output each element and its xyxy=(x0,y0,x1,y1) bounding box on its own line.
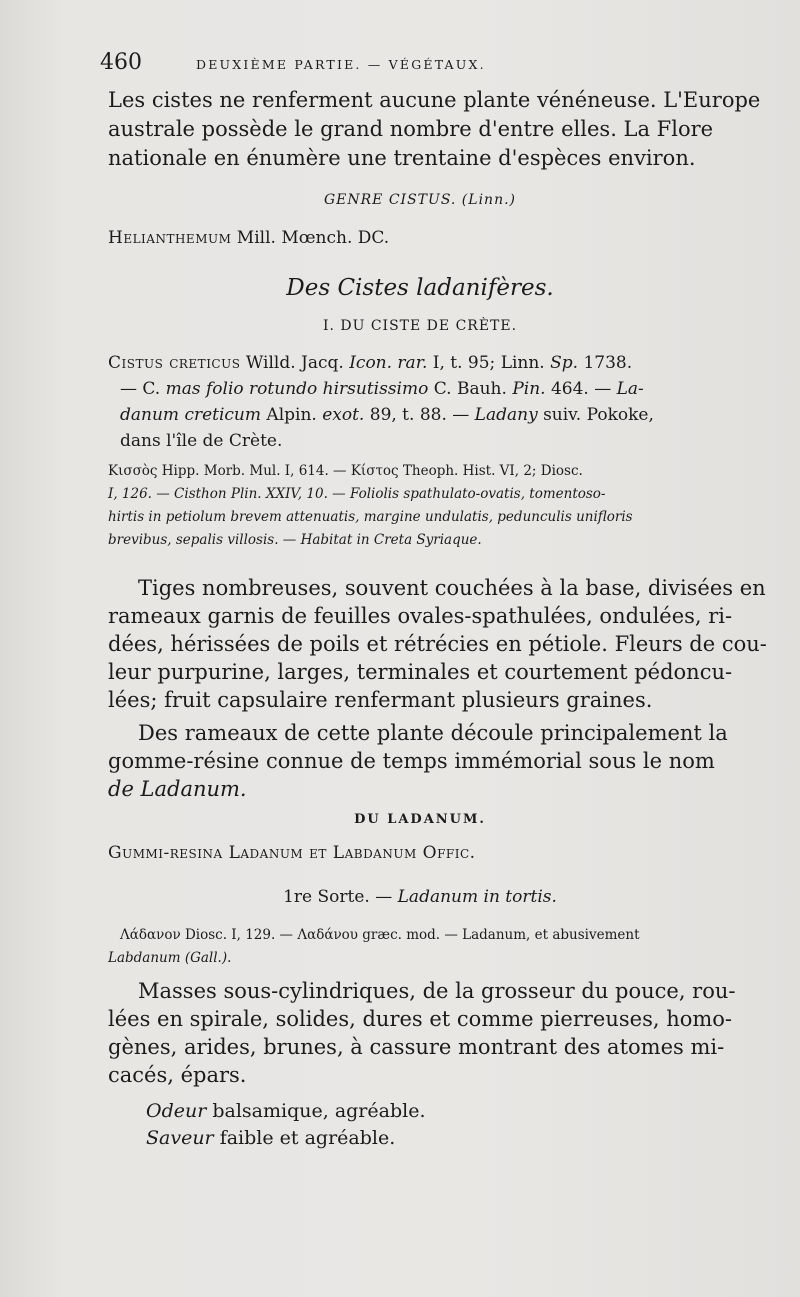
genus-name: Helianthemum xyxy=(108,228,232,248)
synonymy-line: — C. mas folio rotundo hirsutissimo C. Bauh. Pin. 464. — La- xyxy=(120,379,644,399)
synonymy-line: dans l'île de Crète. xyxy=(120,431,283,451)
helianthemum-line xyxy=(108,228,740,248)
resin-paragraph xyxy=(108,719,740,803)
description-paragraph xyxy=(108,574,767,714)
synonymy-block xyxy=(108,350,740,454)
text-line: dées, hérissées de poils et rétrécies en pétiole. Fleurs de cou- xyxy=(108,632,767,656)
text-line: rameaux garnis de feuilles ovales-spathulées, ondulées, ri- xyxy=(108,604,733,628)
text-line: nationale en énumère une trentaine d'espèces environ. xyxy=(108,146,696,170)
text-line: Masses sous-cylindriques, de la grosseur du pouce, rou- xyxy=(138,979,736,1003)
text-line: Λάδανον Diosc. I, 129. — Λαδάνου græc. mod. — Ladanum, et abusivement xyxy=(120,927,640,943)
text-line: Labdanum (Gall.). xyxy=(108,950,232,966)
text-line: lées; fruit capsulaire renfermant plusieurs graines. xyxy=(108,688,653,712)
text-line: australe possède le grand nombre d'entre elles. La Flore xyxy=(108,117,714,141)
text-line: hirtis in petiolum brevem attenuatis, margine undulatis, pedunculis unifloris xyxy=(108,509,633,525)
synonymy-line: Cistus creticus Willd. Jacq. Icon. rar. I, t. 95; Linn. Sp. 1738. xyxy=(108,353,633,373)
text-line: gènes, arides, brunes, à cassure montrant des atomes mi- xyxy=(108,1035,725,1059)
section-heading: I. DU CISTE DE CRÈTE. xyxy=(322,318,518,334)
page-number: 460 xyxy=(100,50,142,75)
text-line: I, 126. — Cisthon Plin. XXIV, 10. — Foliolis spathulato-ovatis, tomentoso- xyxy=(108,486,606,502)
genus-authors: Mill. Mœnch. DC. xyxy=(236,228,390,248)
text-line: Κισσὸς Hipp. Morb. Mul. I, 614. — Κίστος Theoph. Hist. VI, 2; Diosc. xyxy=(108,463,583,479)
sort-heading: 1re Sorte. — Ladanum in tortis. xyxy=(283,887,557,907)
properties xyxy=(108,1098,740,1152)
text-line: cacés, épars. xyxy=(108,1063,247,1087)
text-line: gomme-résine connue de temps immémorial sous le nom xyxy=(108,749,715,773)
text-line: leur purpurine, larges, terminales et courtement pédoncu- xyxy=(108,660,733,684)
latin-description xyxy=(108,460,740,552)
saveur-line: Saveur faible et agréable. xyxy=(146,1127,396,1149)
subsection-title: Des Cistes ladanifères. xyxy=(286,275,554,301)
running-title: DEUXIÈME PARTIE. — VÉGÉTAUX. xyxy=(196,57,486,72)
text-line: Des rameaux de cette plante découle principalement la xyxy=(138,721,728,745)
text-line: de Ladanum. xyxy=(108,777,247,801)
text-line: Les cistes ne renferment aucune plante vénéneuse. L'Europe xyxy=(108,88,761,112)
running-head xyxy=(100,50,740,75)
genre-heading: GENRE CISTUS. (Linn.) xyxy=(323,192,516,208)
synonymy-line: danum creticum Alpin. exot. 89, t. 88. — Ladany suiv. Pokoke, xyxy=(120,405,654,425)
text-line: lées en spirale, solides, dures et comme pierreuses, homo- xyxy=(108,1007,733,1031)
odeur-line: Odeur balsamique, agréable. xyxy=(146,1100,426,1122)
sort-synonymy xyxy=(108,924,740,970)
section-heading: DU LADANUM. xyxy=(354,812,486,827)
text-line: Tiges nombreuses, souvent couchées à la base, divisées en xyxy=(138,576,766,600)
masses-paragraph xyxy=(108,977,740,1089)
pharmacopoeia-name: Gummi-resina Ladanum et Labdanum Offic. xyxy=(108,843,476,863)
text-line: brevibus, sepalis villosis. — Habitat in Creta Syriaque. xyxy=(108,532,482,548)
intro-paragraph xyxy=(108,86,761,173)
